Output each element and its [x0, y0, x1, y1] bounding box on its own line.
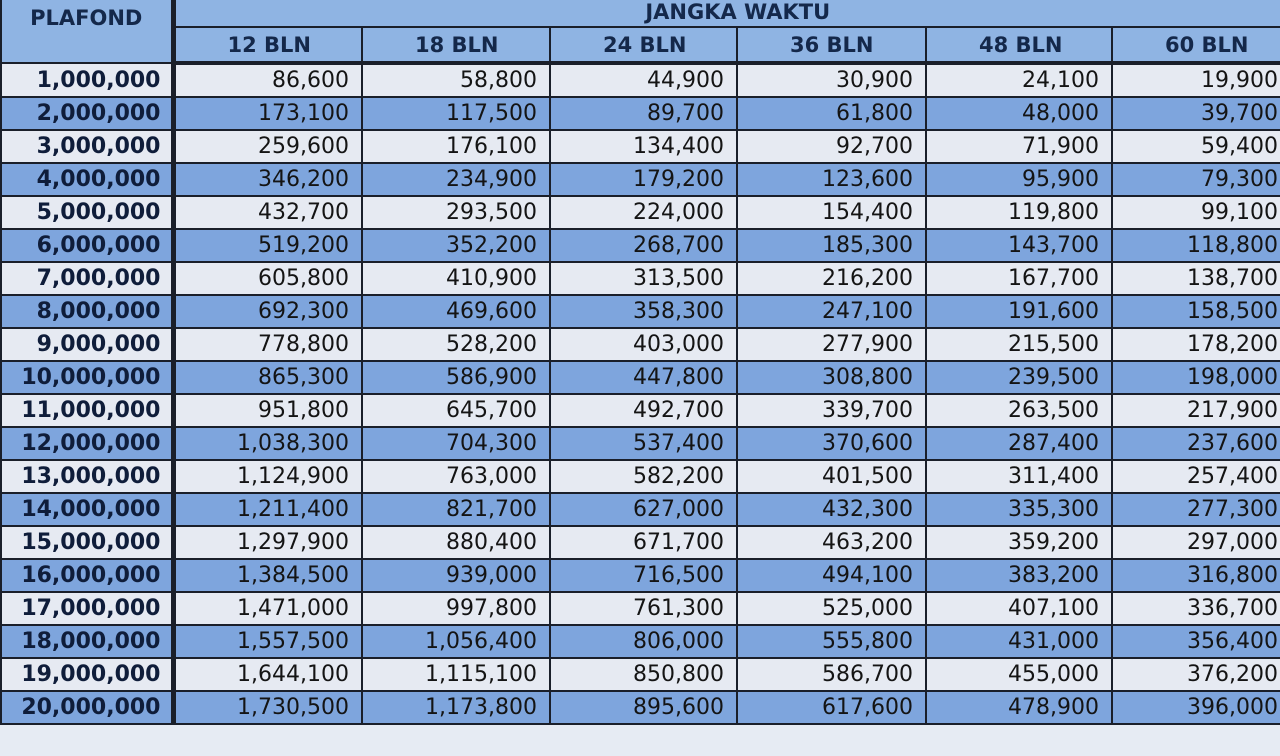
table-row	[1, 526, 1280, 559]
table-row	[1, 559, 1280, 592]
term-header-6: 60 BLN	[1112, 27, 1280, 63]
table-row	[1, 691, 1280, 724]
plafond-cell: 10,000,000	[1, 361, 173, 394]
installment-cell: 821,700	[362, 493, 550, 526]
installment-cell: 59,400	[1112, 130, 1280, 163]
installment-cell: 224,000	[550, 196, 737, 229]
installment-cell: 358,300	[550, 295, 737, 328]
installment-cell: 356,400	[1112, 625, 1280, 658]
term-header-3: 24 BLN	[550, 27, 737, 63]
installment-cell: 692,300	[173, 295, 362, 328]
plafond-cell: 1,000,000	[1, 63, 173, 97]
installment-cell: 173,100	[173, 97, 362, 130]
term-header-5: 48 BLN	[926, 27, 1112, 63]
installment-cell: 30,900	[737, 63, 926, 97]
installment-cell: 119,800	[926, 196, 1112, 229]
table-row	[1, 229, 1280, 262]
plafond-cell: 5,000,000	[1, 196, 173, 229]
installment-cell: 519,200	[173, 229, 362, 262]
installment-cell: 259,600	[173, 130, 362, 163]
installment-cell: 178,200	[1112, 328, 1280, 361]
installment-cell: 492,700	[550, 394, 737, 427]
installment-cell: 234,900	[362, 163, 550, 196]
installment-cell: 158,500	[1112, 295, 1280, 328]
installment-cell: 605,800	[173, 262, 362, 295]
installment-cell: 191,600	[926, 295, 1112, 328]
installment-cell: 447,800	[550, 361, 737, 394]
header-row-terms	[1, 27, 1280, 63]
header-row-group	[1, 0, 1280, 27]
installment-cell: 123,600	[737, 163, 926, 196]
installment-cell: 257,400	[1112, 460, 1280, 493]
installment-cell: 431,000	[926, 625, 1112, 658]
installment-cell: 185,300	[737, 229, 926, 262]
installment-cell: 308,800	[737, 361, 926, 394]
installment-cell: 277,900	[737, 328, 926, 361]
installment-cell: 494,100	[737, 559, 926, 592]
installment-cell: 525,000	[737, 592, 926, 625]
installment-cell: 359,200	[926, 526, 1112, 559]
table-row	[1, 295, 1280, 328]
installment-cell: 537,400	[550, 427, 737, 460]
installment-cell: 293,500	[362, 196, 550, 229]
plafond-cell: 4,000,000	[1, 163, 173, 196]
plafond-cell: 13,000,000	[1, 460, 173, 493]
plafond-cell: 12,000,000	[1, 427, 173, 460]
installment-cell: 1,384,500	[173, 559, 362, 592]
installment-cell: 951,800	[173, 394, 362, 427]
installment-cell: 179,200	[550, 163, 737, 196]
installment-cell: 407,100	[926, 592, 1112, 625]
installment-cell: 478,900	[926, 691, 1112, 724]
installment-cell: 277,300	[1112, 493, 1280, 526]
installment-cell: 432,300	[737, 493, 926, 526]
term-header-4: 36 BLN	[737, 27, 926, 63]
installment-cell: 1,124,900	[173, 460, 362, 493]
table-row	[1, 658, 1280, 691]
installment-cell: 134,400	[550, 130, 737, 163]
installment-cell: 79,300	[1112, 163, 1280, 196]
table-row	[1, 63, 1280, 97]
installment-cell: 806,000	[550, 625, 737, 658]
installment-cell: 396,000	[1112, 691, 1280, 724]
installment-cell: 617,600	[737, 691, 926, 724]
installment-cell: 118,800	[1112, 229, 1280, 262]
installment-cell: 215,500	[926, 328, 1112, 361]
table-row	[1, 130, 1280, 163]
installment-cell: 239,500	[926, 361, 1112, 394]
installment-cell: 865,300	[173, 361, 362, 394]
installment-cell: 469,600	[362, 295, 550, 328]
installment-cell: 71,900	[926, 130, 1112, 163]
installment-cell: 138,700	[1112, 262, 1280, 295]
installment-cell: 850,800	[550, 658, 737, 691]
installment-cell: 58,800	[362, 63, 550, 97]
table-row	[1, 328, 1280, 361]
installment-cell: 311,400	[926, 460, 1112, 493]
installment-cell: 582,200	[550, 460, 737, 493]
installment-cell: 154,400	[737, 196, 926, 229]
installment-cell: 217,900	[1112, 394, 1280, 427]
installment-cell: 1,644,100	[173, 658, 362, 691]
installment-cell: 704,300	[362, 427, 550, 460]
installment-cell: 216,200	[737, 262, 926, 295]
installment-cell: 268,700	[550, 229, 737, 262]
installment-cell: 383,200	[926, 559, 1112, 592]
installment-cell: 297,000	[1112, 526, 1280, 559]
plafond-cell: 9,000,000	[1, 328, 173, 361]
term-header-1: 12 BLN	[173, 27, 362, 63]
plafond-cell: 7,000,000	[1, 262, 173, 295]
table-body	[1, 63, 1280, 724]
installment-cell: 528,200	[362, 328, 550, 361]
installment-cell: 1,471,000	[173, 592, 362, 625]
installment-cell: 763,000	[362, 460, 550, 493]
installment-cell: 176,100	[362, 130, 550, 163]
plafond-cell: 16,000,000	[1, 559, 173, 592]
plafond-cell: 8,000,000	[1, 295, 173, 328]
installment-cell: 370,600	[737, 427, 926, 460]
installment-cell: 237,600	[1112, 427, 1280, 460]
installment-cell: 1,557,500	[173, 625, 362, 658]
installment-cell: 99,100	[1112, 196, 1280, 229]
plafond-cell: 14,000,000	[1, 493, 173, 526]
installment-cell: 167,700	[926, 262, 1112, 295]
installment-cell: 346,200	[173, 163, 362, 196]
plafond-cell: 18,000,000	[1, 625, 173, 658]
plafond-cell: 20,000,000	[1, 691, 173, 724]
plafond-cell: 15,000,000	[1, 526, 173, 559]
installment-cell: 39,700	[1112, 97, 1280, 130]
installment-cell: 1,056,400	[362, 625, 550, 658]
installment-cell: 95,900	[926, 163, 1112, 196]
installment-cell: 455,000	[926, 658, 1112, 691]
installment-cell: 19,900	[1112, 63, 1280, 97]
table-row	[1, 427, 1280, 460]
installment-cell: 61,800	[737, 97, 926, 130]
table-row	[1, 493, 1280, 526]
installment-cell: 555,800	[737, 625, 926, 658]
installment-cell: 86,600	[173, 63, 362, 97]
installment-cell: 339,700	[737, 394, 926, 427]
installment-cell: 403,000	[550, 328, 737, 361]
plafond-cell: 17,000,000	[1, 592, 173, 625]
table-row	[1, 97, 1280, 130]
plafond-cell: 19,000,000	[1, 658, 173, 691]
installment-cell: 336,700	[1112, 592, 1280, 625]
installment-cell: 1,038,300	[173, 427, 362, 460]
table-row	[1, 196, 1280, 229]
plafond-cell: 6,000,000	[1, 229, 173, 262]
installment-cell: 716,500	[550, 559, 737, 592]
installment-cell: 143,700	[926, 229, 1112, 262]
installment-cell: 117,500	[362, 97, 550, 130]
installment-cell: 263,500	[926, 394, 1112, 427]
installment-cell: 939,000	[362, 559, 550, 592]
table-row	[1, 361, 1280, 394]
installment-cell: 880,400	[362, 526, 550, 559]
plafond-column-header: PLAFOND	[1, 0, 173, 63]
plafond-cell: 11,000,000	[1, 394, 173, 427]
installment-cell: 1,297,900	[173, 526, 362, 559]
installment-cell: 627,000	[550, 493, 737, 526]
installment-cell: 1,730,500	[173, 691, 362, 724]
installment-cell: 44,900	[550, 63, 737, 97]
installment-cell: 997,800	[362, 592, 550, 625]
installment-cell: 335,300	[926, 493, 1112, 526]
table-row	[1, 460, 1280, 493]
installment-cell: 586,900	[362, 361, 550, 394]
installment-cell: 92,700	[737, 130, 926, 163]
term-header-2: 18 BLN	[362, 27, 550, 63]
plafond-cell: 2,000,000	[1, 97, 173, 130]
installment-cell: 313,500	[550, 262, 737, 295]
table-row	[1, 592, 1280, 625]
installment-cell: 89,700	[550, 97, 737, 130]
installment-cell: 287,400	[926, 427, 1112, 460]
table-row	[1, 625, 1280, 658]
installment-cell: 352,200	[362, 229, 550, 262]
installment-cell: 376,200	[1112, 658, 1280, 691]
installment-cell: 671,700	[550, 526, 737, 559]
installment-cell: 463,200	[737, 526, 926, 559]
installment-cell: 410,900	[362, 262, 550, 295]
installment-cell: 24,100	[926, 63, 1112, 97]
installment-cell: 1,173,800	[362, 691, 550, 724]
installment-cell: 761,300	[550, 592, 737, 625]
plafond-cell: 3,000,000	[1, 130, 173, 163]
table-row	[1, 394, 1280, 427]
installment-cell: 645,700	[362, 394, 550, 427]
installment-cell: 895,600	[550, 691, 737, 724]
installment-cell: 48,000	[926, 97, 1112, 130]
installment-cell: 247,100	[737, 295, 926, 328]
installment-cell: 316,800	[1112, 559, 1280, 592]
table-row	[1, 262, 1280, 295]
table-row	[1, 163, 1280, 196]
installment-cell: 778,800	[173, 328, 362, 361]
installment-cell: 1,115,100	[362, 658, 550, 691]
installment-cell: 432,700	[173, 196, 362, 229]
term-group-header: JANGKA WAKTU	[173, 0, 1280, 27]
installment-cell: 401,500	[737, 460, 926, 493]
installment-cell: 586,700	[737, 658, 926, 691]
installment-cell: 198,000	[1112, 361, 1280, 394]
installment-cell: 1,211,400	[173, 493, 362, 526]
